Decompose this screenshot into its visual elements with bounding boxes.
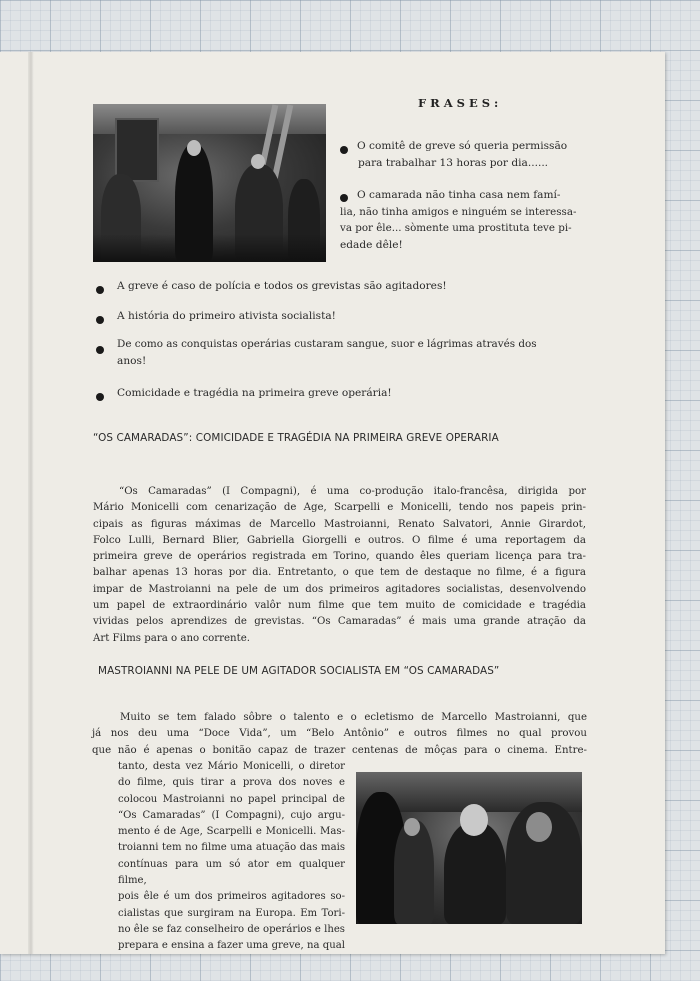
film-still-photo [93, 104, 326, 262]
bullet-icon [96, 346, 104, 354]
film-still-photo-2 [356, 772, 582, 924]
phrase-2: A história do primeiro ativista socialista! [117, 310, 336, 322]
page-fold [28, 52, 34, 954]
article-2-body: Muito se tem falado sôbre o talento e o ecletismo de Marcello Mastroianni, que já nos deu uma “Doce Vida”, um “Belo Antônio” e outros filmes no qual provou que não é apenas o bonitão capaz de trazer centenas de môças para o cinema. Entre- [92, 712, 587, 756]
right-phrase-1: O comitê de greve só queria permissão para trabalhar 13 horas por dia...... [357, 140, 568, 169]
article-2-heading: MASTROIANNI NA PELE DE UM AGITADOR SOCIALISTA EM “OS CAMARADAS” [98, 665, 500, 677]
article-1-body: “Os Camaradas” (I Compagni), é uma co-produção italo-francêsa, dirigida por Mário Monicelli com cenarização de Age, Scarpelli e Monicelli, tendo nos papeis prin- cipais as figuras máximas de Marcello Mastroianni, Renato Salvatori, Annie Girardot, Folco Lulli, Bernard Blier, Gabriella Giorgelli e outros. O filme é uma reportagem da primeira greve de operários registrada em Torino, quando êles queriam licença para tra- balhar apenas 13 horas por dia. Entretanto, o que tem de destaque no filme, é a figura impar de Mastroianni na pele de um dos primeiros agitadores socialistas, desenvolvendo um papel de extraordinário valôr num filme que tem muito de comicidade e tragédia vividas pelos aprendizes de grevistas. “Os Camaradas” é mais uma grande atração da Art Films para o ano corrente. [93, 486, 586, 644]
frases-heading: FRASES: [418, 96, 503, 110]
bullet-icon [96, 286, 104, 294]
article-2-body-narrow: tanto, desta vez Mário Monicelli, o diretor do filme, quis tirar a prova dos noves e colocou Mastroianni no papel principal de “Os Camaradas” (I Compagni), cujo argu- mento é de Age, Scarpelli e Monicelli. Mas- troianni tem no filme uma atuação das mais contínuas para um só ator em qualquer filme, pois êle é um dos primeiros agitadores so- cialistas que surgiram na Europa. Em Tori- no êle se faz conselheiro de operários e lhes prepara e ensina a fazer uma greve, na qual [118, 761, 345, 952]
bullet-icon [96, 316, 104, 324]
right-phrase-2: O camarada não tinha casa nem famí- lia, não tinha amigos e ninguém se interessa- va por êle... sòmente uma prostituta teve pi- edade dêle! [340, 189, 577, 251]
bullet-icon [340, 146, 348, 154]
phrase-1: A greve é caso de polícia e todos os grevistas são agitadores! [117, 280, 447, 292]
bullet-icon [96, 393, 104, 401]
phrase-3: De como as conquistas operárias custaram sangue, suor e lágrimas através dos anos! [117, 338, 537, 367]
article-1-heading: “OS CAMARADAS”: COMICIDADE E TRAGÉDIA NA PRIMEIRA GREVE OPERARIA [93, 432, 499, 444]
phrase-4: Comicidade e tragédia na primeira greve operária! [117, 387, 392, 399]
